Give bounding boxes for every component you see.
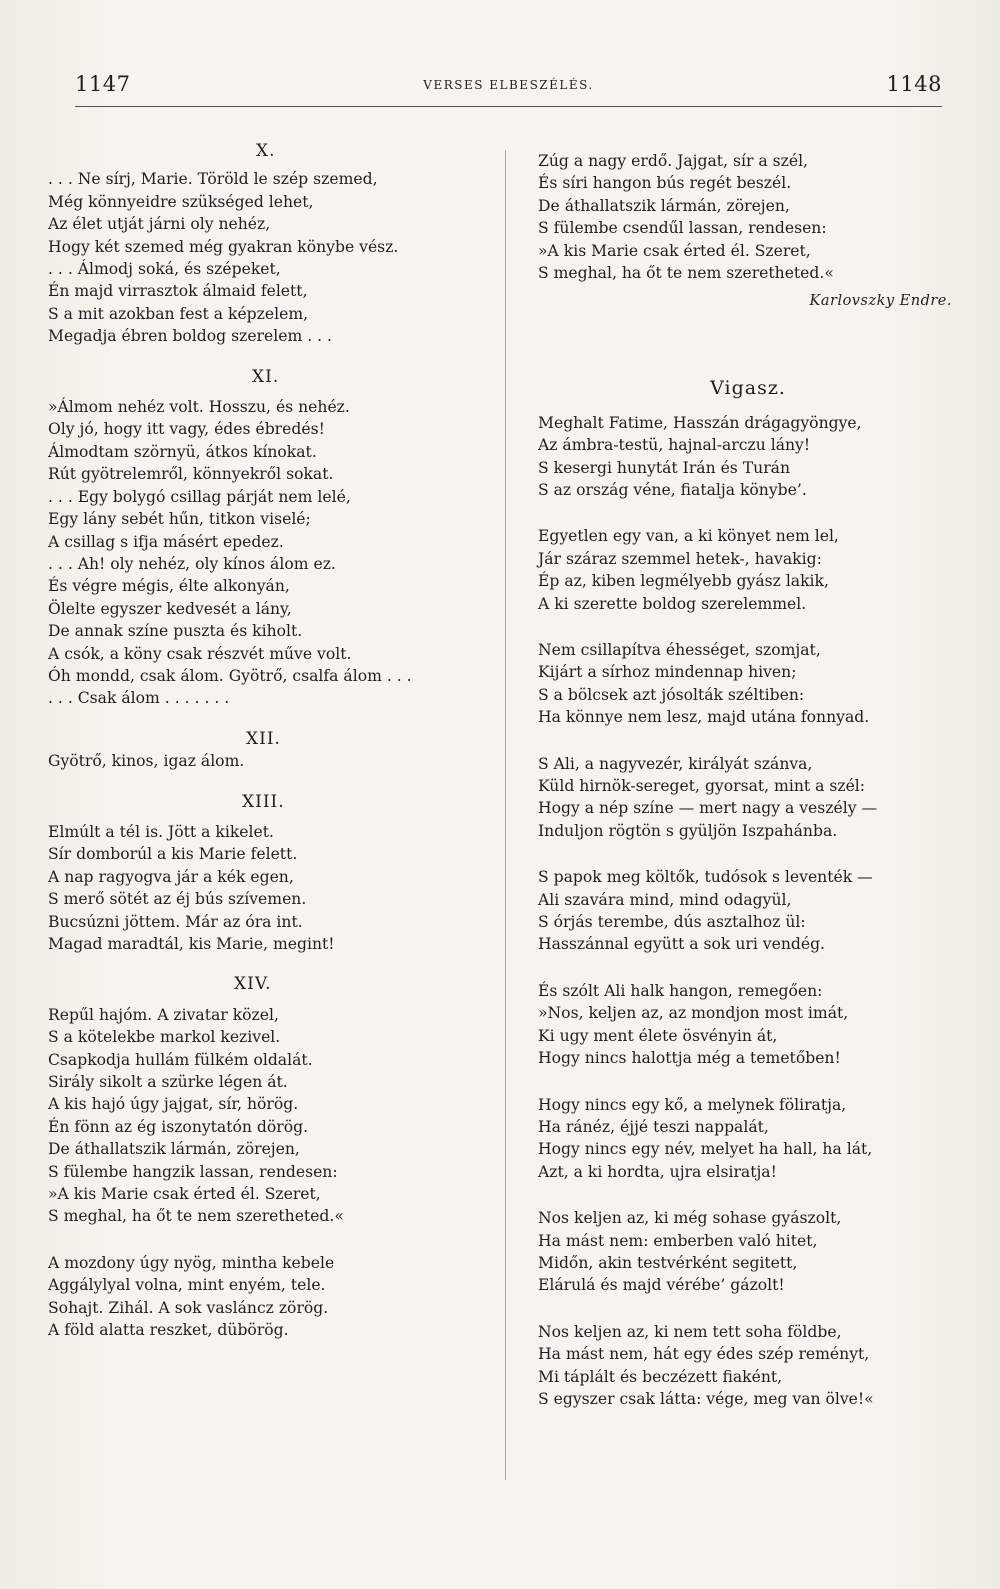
verse-line: Megadja ébren boldog szerelem . . .	[48, 327, 332, 346]
verse-line: S kesergi hunytát Irán és Turán	[538, 458, 790, 477]
verse-line: »A kis Marie csak érted él. Szeret,	[48, 1185, 321, 1204]
verse-line: Elárulá és majd vérébe’ gázolt!	[538, 1276, 785, 1295]
verse-line: Csapkodja hullám fülkém oldalát.	[48, 1050, 313, 1069]
verse-line: Egyetlen egy van, a ki könyet nem lel,	[538, 527, 839, 546]
verse-line: A nap ragyogva jár a kék egen,	[48, 867, 294, 886]
section-heading-xiv: XIV.	[234, 974, 272, 995]
section-heading-xii: XII.	[246, 728, 281, 749]
verse-line: Az ámbra-testü, hajnal-arczu lány!	[538, 436, 811, 455]
verse-line: Zúg a nagy erdő. Jajgat, sír a szél,	[538, 152, 809, 170]
verse-line: Bucsúzni jöttem. Már az óra int.	[48, 912, 303, 931]
verse-line: S egyszer csak látta: vége, meg van ölve!«	[538, 1389, 874, 1408]
verse-line: . . . Egy bolygó csillag párját nem lelé,	[48, 487, 351, 506]
verse-line: Ali szavára mind, mind odagyül,	[538, 890, 792, 909]
poem-stanzas	[538, 412, 958, 1411]
verse-line: Hasszánnal együtt a sok uri vendég.	[538, 935, 826, 954]
verse-line: A föld alatta reszket, dübörög.	[48, 1321, 289, 1340]
right-column	[538, 140, 958, 1434]
verse-line: A csók, a köny csak részvét műve volt.	[48, 644, 352, 663]
verse-line: Induljon rögtön s gyüljön Iszpahánba.	[538, 821, 838, 840]
stanza	[538, 412, 958, 502]
section-xii-text	[48, 750, 488, 772]
verse-line: Ha mást nem: emberben való hitet,	[538, 1231, 818, 1250]
verse-line: A mozdony úgy nyög, mintha kebele	[48, 1253, 335, 1272]
verse-line: Rút gyötrelemről, könnyekről sokat.	[48, 465, 334, 484]
verse-line: A ki szerette boldog szerelemmel.	[538, 594, 807, 613]
verse-line: Ha könnye nem lesz, majd utána fonnyad.	[538, 708, 870, 727]
verse-line: Egy lány sebét hűn, titkon viselé;	[48, 510, 311, 529]
verse-line: S fülembe hangzik lassan, rendesen:	[48, 1162, 338, 1181]
verse-line: Sohajt. Zihál. A sok vasláncz zörög.	[48, 1298, 329, 1317]
verse-line: S papok meg költők, tudósok s leventék —	[538, 868, 873, 887]
verse-line: Álmodtam szörnyü, átkos kínokat.	[48, 442, 317, 461]
verse-line: S meghal, ha őt te nem szeretheted.«	[48, 1207, 344, 1226]
verse-line: Ki ugy ment élete ösvényin át,	[538, 1026, 778, 1045]
verse-line: Hogy nincs halottja még a temetőben!	[538, 1049, 841, 1068]
verse-line: De annak színe puszta és kiholt.	[48, 622, 303, 641]
left-page-number: 1147	[75, 72, 131, 96]
poem-title: Vigasz.	[710, 377, 786, 400]
verse-line: Ha ránéz, éjjé teszi nappalát,	[538, 1117, 769, 1136]
verse-line: S fülembe csendűl lassan, rendesen:	[538, 219, 827, 238]
verse-line: »Álmom nehéz volt. Hosszu, és nehéz.	[48, 398, 350, 417]
verse-line: Az élet utját járni oly nehéz,	[48, 215, 271, 234]
verse-line: Hogy nincs egy kő, a melynek föliratja,	[538, 1095, 847, 1114]
verse-line: »A kis Marie csak érted él. Szeret,	[538, 241, 811, 260]
verse-line: Még könnyeidre szükséged lehet,	[48, 192, 314, 211]
left-column	[48, 140, 488, 1342]
verse-line: Azt, a ki hordta, ujra elsiratja!	[538, 1162, 777, 1181]
verse-line: Gyötrő, kinos, igaz álom.	[48, 752, 245, 771]
stanza	[538, 639, 958, 729]
verse-line: Midőn, akin testvérként segitett,	[538, 1253, 798, 1272]
verse-line: S meghal, ha őt te nem szeretheted.«	[538, 264, 834, 283]
section-heading-x: X.	[256, 141, 276, 161]
verse-line: Ölelte egyszer kedvesét a lány,	[48, 599, 292, 618]
page-header	[75, 72, 942, 107]
verse-line: . . . Ne sírj, Marie. Töröld le szép szemed,	[48, 170, 378, 189]
verse-line: Sír domborúl a kis Marie felett.	[48, 845, 298, 864]
verse-line: Ép az, kiben legmélyebb gyász lakik,	[538, 572, 829, 591]
author-signature: Karlovszky Endre.	[809, 293, 952, 310]
stanza	[538, 866, 958, 956]
verse-line: A kis hajó úgy jajgat, sír, hörög.	[48, 1095, 299, 1114]
section-heading-xi: XI.	[252, 366, 280, 387]
verse-line: . . . Csak álom . . . . . . .	[48, 689, 230, 708]
verse-line: Jár száraz szemmel hetek-, havakig:	[538, 549, 822, 568]
section-xiv-text-a	[48, 1004, 488, 1228]
verse-line: S a bölcsek azt jósolták széltiben:	[538, 685, 805, 704]
right-page-number: 1148	[886, 72, 942, 96]
verse-line: Magad maradtál, kis Marie, megint!	[48, 935, 335, 953]
verse-line: Óh mondd, csak álom. Gyötrő, csalfa álom . . .	[48, 666, 412, 685]
column-divider	[505, 150, 506, 1480]
verse-line: És szólt Ali halk hangon, remegően:	[538, 981, 823, 1000]
verse-line: S Ali, a nagyvezér, királyát szánva,	[538, 754, 813, 773]
verse-line: Sirály sikolt a szürke légen át.	[48, 1073, 288, 1092]
section-heading-xiii: XIII.	[242, 791, 285, 812]
verse-line: De áthallatszik lármán, zörejen,	[538, 196, 790, 215]
verse-line: Repűl hajóm. A zivatar közel,	[48, 1005, 279, 1024]
verse-line: Nos keljen az, ki nem tett soha földbe,	[538, 1322, 842, 1341]
verse-line: Küld hirnök-sereget, gyorsat, mint a szél:	[538, 777, 866, 796]
verse-line: De áthallatszik lármán, zörejen,	[48, 1140, 300, 1159]
stanza	[538, 980, 958, 1070]
verse-line: Elmúlt a tél is. Jött a kikelet.	[48, 822, 274, 841]
verse-line: »Nos, keljen az, az mondjon most imát,	[538, 1004, 849, 1023]
verse-line: És síri hangon bús regét beszél.	[538, 174, 792, 193]
verse-line: Aggálylyal volna, mint enyém, tele.	[48, 1276, 326, 1295]
verse-line: Kijárt a sírhoz mindennap hiven;	[538, 663, 797, 682]
stanza	[538, 525, 958, 615]
verse-line: És végre mégis, élte alkonyán,	[48, 577, 290, 596]
running-title: VERSES ELBESZÉLÉS.	[423, 78, 594, 92]
verse-line: Én fönn az ég iszonytatón dörög.	[48, 1117, 309, 1136]
verse-line: S a mit azokban fest a képzelem,	[48, 304, 309, 323]
verse-line: . . . Álmodj soká, és szépeket,	[48, 260, 281, 279]
verse-line: Nem csillapítva éhességet, szomjat,	[538, 641, 821, 659]
stanza	[538, 753, 958, 843]
verse-line: S az ország véne, fiatalja könybe’.	[538, 480, 807, 499]
stanza	[538, 1207, 958, 1297]
verse-line: S a kötelekbe markol kezivel.	[48, 1028, 281, 1047]
section-xiv-text-b	[48, 1252, 488, 1342]
section-xi-text	[48, 396, 488, 710]
verse-line: A csillag s ifja másért epedez.	[48, 532, 284, 551]
verse-line: . . . Ah! oly nehéz, oly kínos álom ez.	[48, 554, 336, 573]
verse-line: Nos keljen az, ki még sohase gyászolt,	[538, 1209, 842, 1228]
continued-verse	[538, 150, 958, 284]
verse-line: S merő sötét az éj bús szívemen.	[48, 890, 307, 909]
verse-line: Hogy a nép színe — mert nagy a veszély —	[538, 799, 878, 818]
section-x-text	[48, 168, 488, 347]
verse-line: Hogy nincs egy név, melyet ha hall, ha lát,	[538, 1140, 873, 1159]
verse-line: Mi táplált és beczézett fiaként,	[538, 1367, 783, 1386]
verse-line: Hogy két szemed még gyakran könybe vész.	[48, 237, 399, 256]
verse-line: S órjás terembe, dús asztalhoz ül:	[538, 913, 806, 932]
verse-line: Oly jó, hogy itt vagy, édes ébredés!	[48, 420, 325, 439]
verse-line: Ha mást nem, hát egy édes szép reményt,	[538, 1345, 870, 1364]
verse-line: Én majd virrasztok álmaid felett,	[48, 282, 308, 301]
stanza	[538, 1321, 958, 1411]
section-xiii-text	[48, 821, 488, 955]
verse-line: Meghalt Fatime, Hasszán drágagyöngye,	[538, 413, 862, 432]
stanza	[538, 1094, 958, 1184]
